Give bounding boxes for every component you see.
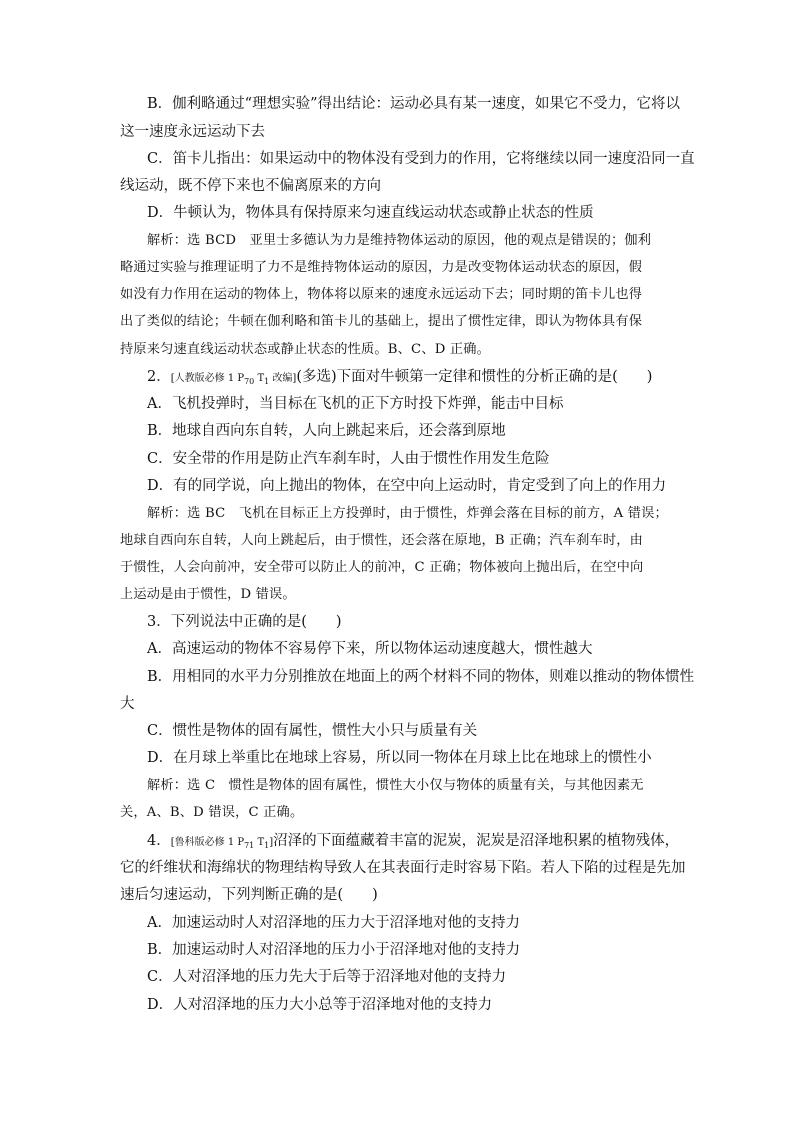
explanation-1-line-2: 略通过实验与推理证明了力不是维持物体运动的原因，力是改变物体运动状态的原因，假 (120, 260, 643, 275)
explanation-2-line-4: 上运动是由于惯性，D 错误。 (120, 587, 296, 602)
question-2-option-d: D．有的同学说，向上抛出的物体，在空中向上运动时，肯定受到了向上的作用力 (147, 478, 667, 494)
question-4-stem-line-2: 它的纤维状和海绵状的物理结构导致人在其表面行走时容易下陷。若人下陷的过程是先加 (120, 860, 686, 876)
question-3-option-b-line-2: 大 (120, 696, 135, 712)
question-3-option-a: A．高速运动的物体不容易停下来，所以物体运动速度越大，惯性越大 (147, 641, 593, 657)
explanation-2-line-2: 地球自西向东自转，人向上跳起后，由于惯性，还会落在原地，B 正确；汽车刹车时，由 (120, 533, 644, 548)
question-4-source: [鲁科版必修 1 $P_{71}$ $T_1$] (170, 837, 274, 850)
option-c-line-2: 线运动，既不停下来也不偏离原来的方向 (120, 178, 381, 194)
question-4-option-b: B．加速运动时人对沼泽地的压力小于沼泽地对他的支持力 (147, 942, 521, 958)
question-3-option-c: C．惯性是物体的固有属性，惯性大小只与质量有关 (147, 723, 478, 739)
question-2-stem (147, 367, 680, 392)
option-b-line-2: 这一速度永远运动下去 (120, 124, 265, 140)
explanation-3-line-1: 解析：选 C 惯性是物体的固有属性，惯性大小仅与物体的质量有关，与其他因素无 (147, 778, 644, 793)
question-4-option-c: C．人对沼泽地的压力先大于后等于沼泽地对他的支持力 (147, 969, 507, 985)
explanation-2-line-1: 解析：选 BC 飞机在目标正上方投弹时，由于惯性，炸弹会落在目标的前方，A 错误； (147, 506, 668, 521)
question-2-number: 2． (147, 369, 171, 385)
explanation-2-line-3: 于惯性，人会向前冲，安全带可以防止人的前冲，C 正确；物体被向上抛出后，在空中向 (120, 560, 644, 575)
question-4-option-d: D．人对沼泽地的压力大小总等于沼泽地对他的支持力 (147, 997, 493, 1013)
explanation-1-line-3: 如没有力作用在运动的物体上，物体将以原来的速度永远运动下去；同时期的笛卡儿也得 (120, 287, 643, 302)
question-2-option-c: C．安全带的作用是防止汽车刹车时，人由于惯性作用发生危险 (147, 451, 550, 467)
option-b-line-1: B．伽利略通过“理想实验”得出结论：运动必具有某一速度，如果它不受力，它将以 (147, 96, 680, 112)
explanation-3-line-2: 关，A、B、D 错误，C 正确。 (120, 805, 304, 820)
explanation-1-line-4: 出了类似的结论；牛顿在伽利略和笛卡儿的基础上，提出了惯性定律，即认为物体具有保 (120, 314, 643, 329)
question-4-option-a: A．加速运动时人对沼泽地的压力大于沼泽地对他的支持力 (147, 915, 520, 931)
question-4-stem-line-1 (147, 831, 680, 856)
question-4-number: 4． (147, 833, 171, 849)
question-3-option-b-line-1: B．用相同的水平力分别推放在地面上的两个材料不同的物体，则难以推动的物体惯性 (147, 669, 695, 685)
question-2-text: (多选)下面对牛顿第一定律和惯性的分析正确的是( ) (296, 369, 653, 385)
question-3-stem: 3．下列说法中正确的是( ) (147, 614, 342, 630)
question-4-stem-line-3: 速后匀速运动，下列判断正确的是( ) (120, 887, 378, 903)
question-2-option-b: B．地球自西向东自转，人向上跳起来后，还会落到原地 (147, 423, 506, 439)
explanation-1-line-5: 持原来匀速直线运动状态或静止状态的性质。B、C、D 正确。 (120, 342, 491, 357)
question-2-source: [人教版必修 1 $P_{70}$ $T_1$ 改编] (170, 373, 297, 386)
question-3-option-d: D．在月球上举重比在地球上容易，所以同一物体在月球上比在地球上的惯性小 (147, 750, 652, 766)
question-2-option-a: A．飞机投弹时，当目标在飞机的正下方时投下炸弹，能击中目标 (147, 396, 564, 412)
option-d-line: D．牛顿认为，物体具有保持原来匀速直线运动状态或静止状态的性质 (147, 205, 594, 221)
option-c-line-1: C．笛卡儿指出：如果运动中的物体没有受到力的作用，它将继续以同一速度沿同一直 (147, 151, 695, 167)
question-4-text: 沼泽的下面蕴藏着丰富的泥炭，泥炭是沼泽地积累的植物残体， (273, 833, 680, 849)
explanation-1-line-1: 解析：选 BCD 亚里士多德认为力是维持物体运动的原因，他的观点是错误的；伽利 (147, 233, 652, 248)
